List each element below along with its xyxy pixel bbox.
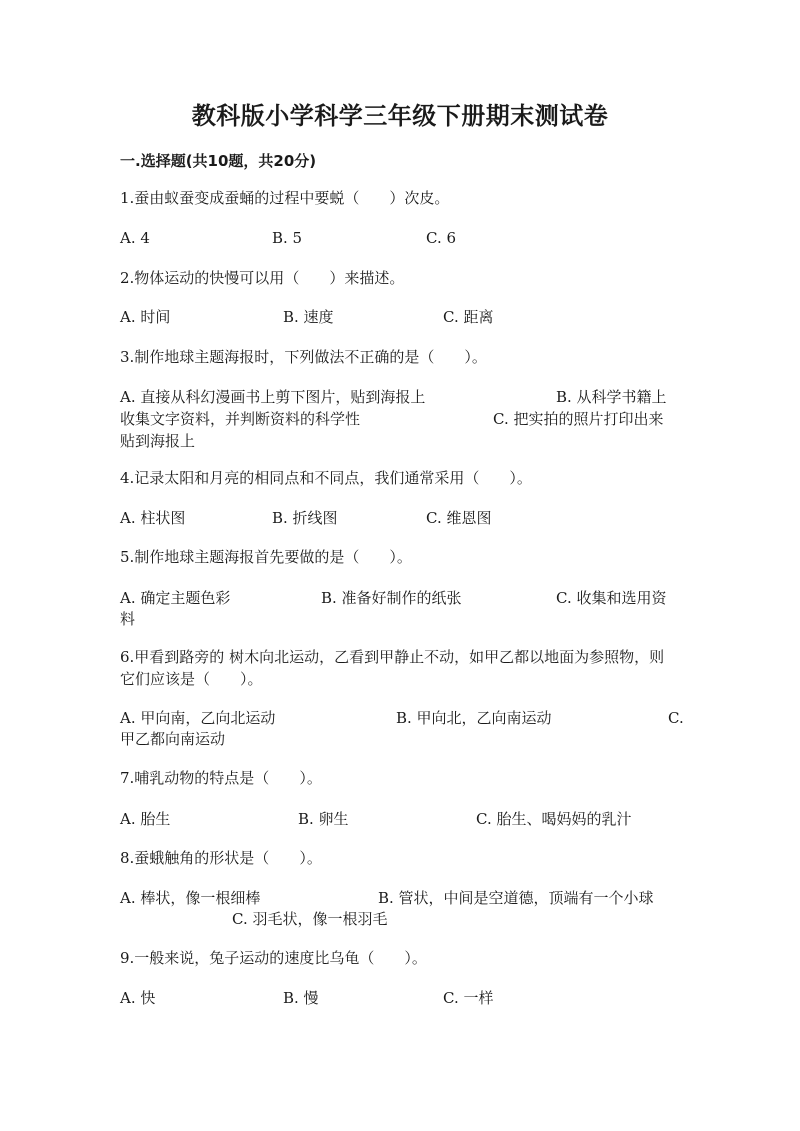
q5-option-c: C. 收集和选用资 [556,589,667,607]
q3-option-b-continued: 收集文字资料，并判断资料的科学性 [120,410,361,428]
q1-option-c: C. 6 [426,229,457,247]
q5-option-b: B. 准备好制作的纸张 [321,589,462,607]
q3-option-b: B. 从科学书籍上 [556,388,667,406]
q9-option-c: C. 一样 [443,989,494,1007]
q8-option-a: A. 棒状，像一根细棒 [120,889,261,907]
q7-option-a: A. 胎生 [120,810,171,828]
q5-option-a: A. 确定主题色彩 [120,589,231,607]
q2-option-b: B. 速度 [283,308,334,326]
question-8: 8.蚕蛾触角的形状是（ ）。 [120,849,322,867]
q3-option-c-continued: 贴到海报上 [120,432,196,450]
q2-option-c: C. 距离 [443,308,494,326]
q7-option-b: B. 卵生 [298,810,349,828]
q8-option-c: C. 羽毛状，像一根羽毛 [232,910,388,928]
question-6: 6.甲看到路旁的 树木向北运动，乙看到甲静止不动，如甲乙都以地面为参照物，则它们应该是（ ）。 [120,648,665,688]
q6-option-c: 甲乙都向南运动 [120,730,226,748]
q5-option-c-continued: 料 [120,610,136,628]
q2-option-a: A. 时间 [120,308,171,326]
question-9: 9.一般来说，兔子运动的速度比乌龟（ ）。 [120,949,427,967]
q9-option-a: A. 快 [120,989,156,1007]
q9-option-b: B. 慢 [283,989,319,1007]
q6-option-a: A. 甲向南，乙向北运动 [120,709,276,727]
question-7: 7.哺乳动物的特点是（ ）。 [120,769,322,787]
question-5: 5.制作地球主题海报首先要做的是（ ）。 [120,548,412,566]
q6-option-c-label: C. [668,709,684,727]
question-3: 3.制作地球主题海报时，下列做法不正确的是（ ）。 [120,348,487,366]
q8-option-b: B. 管状，中间是空道德，顶端有一个小球 [378,889,654,907]
q3-option-a: A. 直接从科幻漫画书上剪下图片，贴到海报上 [120,388,426,406]
q4-option-a: A. 柱状图 [120,509,186,527]
question-2: 2.物体运动的快慢可以用（ ）来描述。 [120,269,405,287]
q6-option-b: B. 甲向北，乙向南运动 [396,709,552,727]
q1-option-b: B. 5 [272,229,303,247]
question-4: 4.记录太阳和月亮的相同点和不同点，我们通常采用（ ）。 [120,469,532,487]
question-1: 1.蚕由蚁蚕变成蚕蛹的过程中要蜕（ ）次皮。 [120,189,450,207]
q4-option-b: B. 折线图 [272,509,338,527]
q1-option-a: A. 4 [120,229,150,247]
q3-option-c: C. 把实拍的照片打印出来 [493,410,664,428]
q7-option-c: C. 胎生、喝妈妈的乳汁 [476,810,632,828]
page-title: 教科版小学科学三年级下册期末测试卷 [191,102,609,130]
section-heading: 一.选择题(共10题，共20分) [120,152,317,170]
q4-option-c: C. 维恩图 [426,509,492,527]
